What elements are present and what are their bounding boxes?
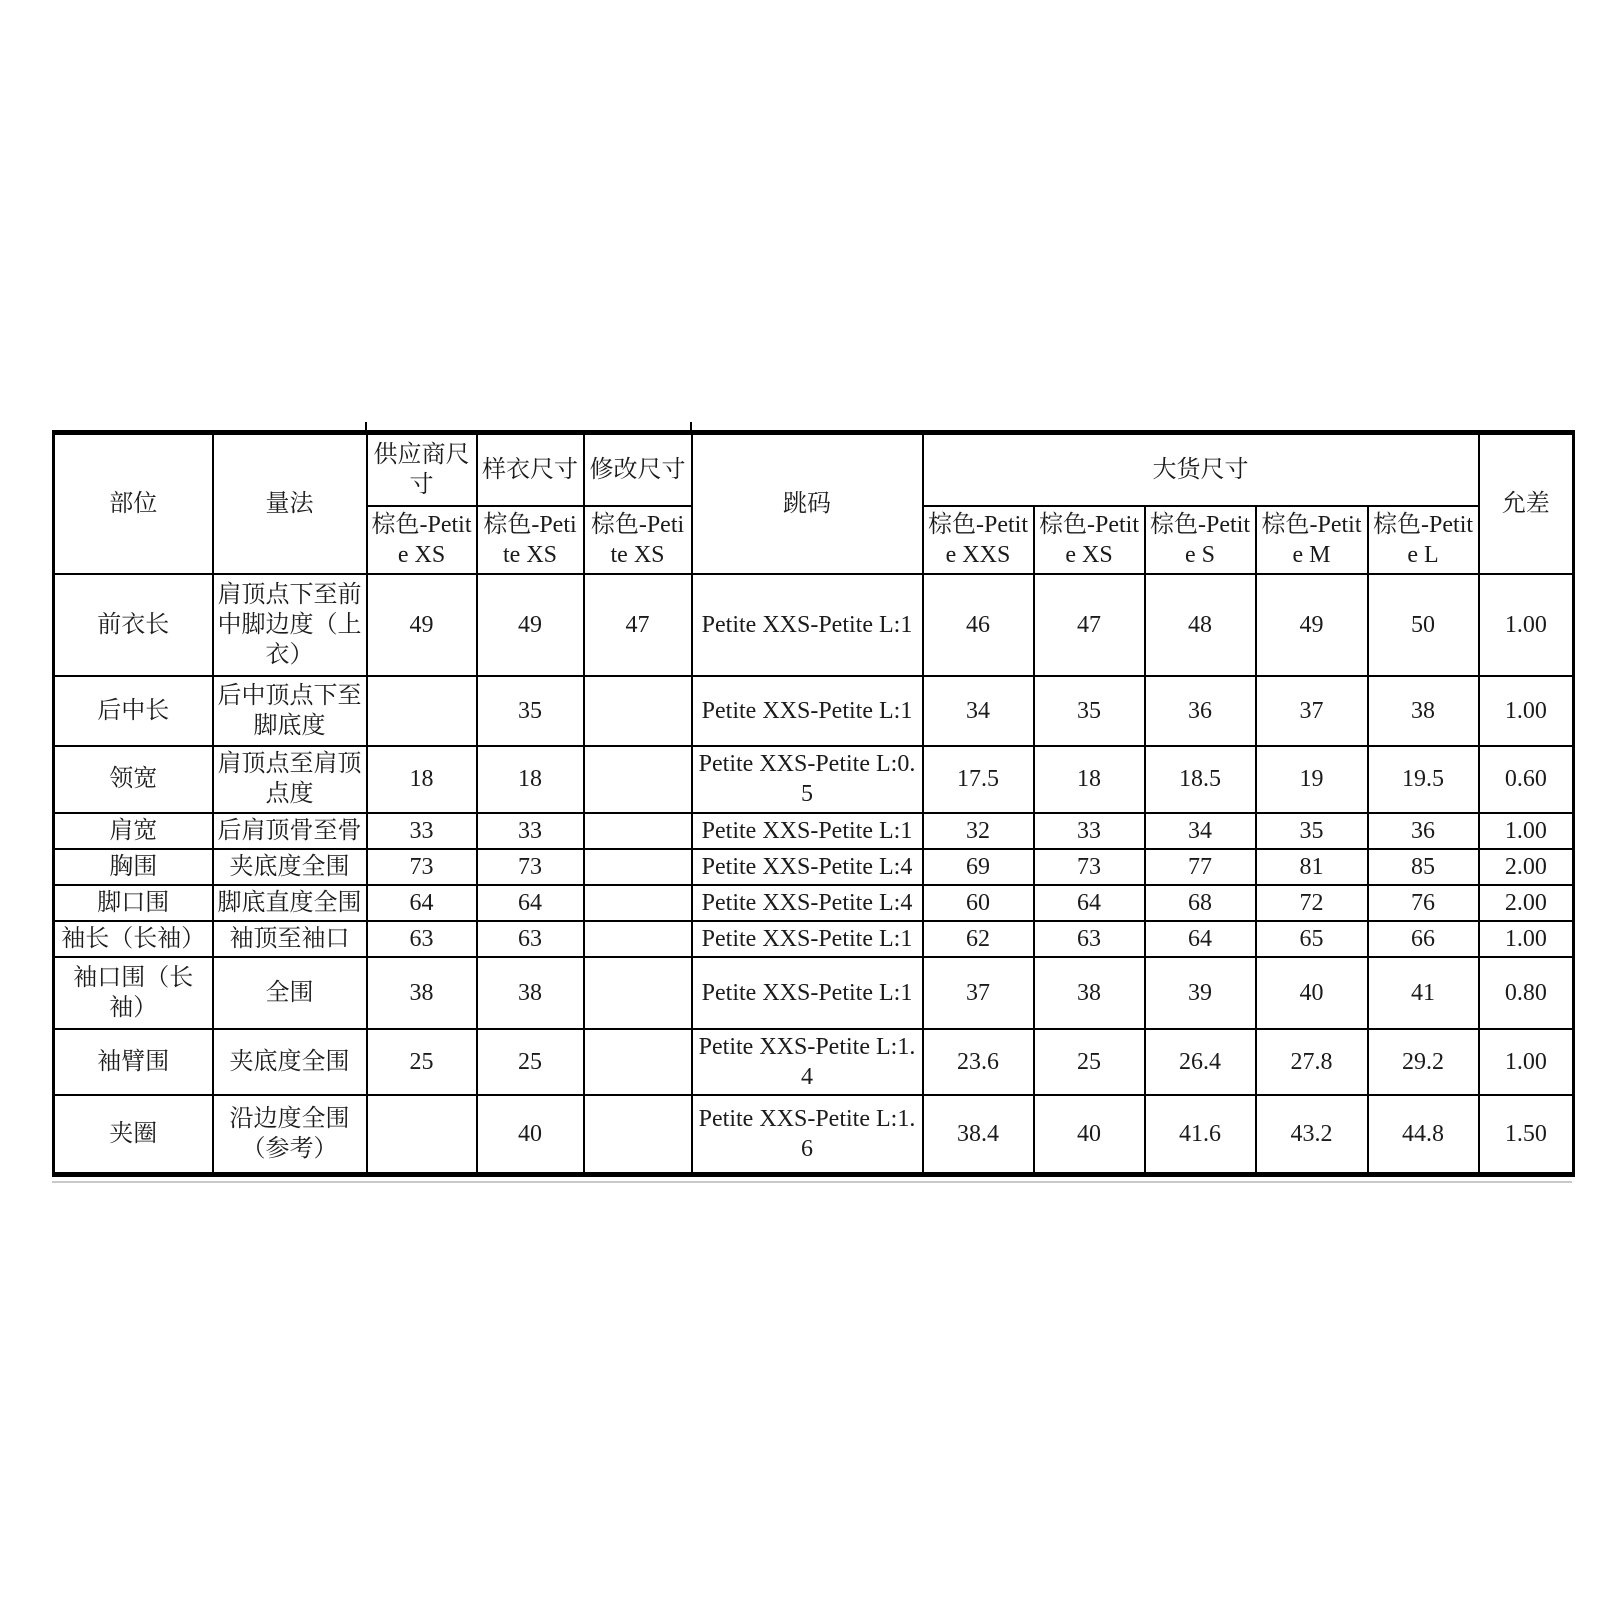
cell-bulk-xs: 40 [1034, 1095, 1145, 1175]
cell-sample-size: 63 [477, 921, 584, 957]
cell-modified-size [584, 746, 692, 813]
cell-part: 后中长 [54, 676, 213, 746]
cell-grading: Petite XXS-Petite L:0.5 [692, 746, 923, 813]
header-row-titles [54, 433, 1574, 506]
cell-bulk-m: 37 [1256, 676, 1368, 746]
table-row [54, 957, 1574, 1029]
cell-part: 脚口围 [54, 885, 213, 921]
cell-bulk-xxs: 38.4 [923, 1095, 1034, 1175]
cell-grading: Petite XXS-Petite L:1 [692, 813, 923, 849]
cell-tolerance: 2.00 [1479, 885, 1574, 921]
cell-bulk-xs: 33 [1034, 813, 1145, 849]
cell-sample-size: 33 [477, 813, 584, 849]
header-bulk-xs: 棕色-Petite XS [1034, 506, 1145, 574]
header-bulk-size: 大货尺寸 [923, 433, 1479, 506]
cell-part: 袖臂围 [54, 1029, 213, 1095]
cell-bulk-m: 49 [1256, 574, 1368, 676]
cell-bulk-xs: 63 [1034, 921, 1145, 957]
cell-bulk-xs: 47 [1034, 574, 1145, 676]
table-body [54, 574, 1574, 1175]
table-row [54, 849, 1574, 885]
cell-bulk-xxs: 37 [923, 957, 1034, 1029]
header-tolerance: 允差 [1479, 433, 1574, 574]
cell-grading: Petite XXS-Petite L:1 [692, 574, 923, 676]
cell-bulk-m: 81 [1256, 849, 1368, 885]
cell-method: 肩顶点下至前中脚边度（上衣） [213, 574, 367, 676]
cell-bulk-xxs: 46 [923, 574, 1034, 676]
cell-method: 夹底度全围 [213, 849, 367, 885]
cell-supplier-size: 18 [367, 746, 477, 813]
cell-modified-size [584, 676, 692, 746]
cell-bulk-l: 36 [1368, 813, 1479, 849]
cell-bulk-xs: 73 [1034, 849, 1145, 885]
cell-bulk-l: 50 [1368, 574, 1479, 676]
cell-supplier-size: 63 [367, 921, 477, 957]
cell-part: 胸围 [54, 849, 213, 885]
cell-tolerance: 0.80 [1479, 957, 1574, 1029]
cell-supplier-size [367, 1095, 477, 1175]
cell-tolerance: 1.00 [1479, 1029, 1574, 1095]
table-row [54, 574, 1574, 676]
cell-bulk-xs: 64 [1034, 885, 1145, 921]
table-row [54, 885, 1574, 921]
cell-bulk-s: 64 [1145, 921, 1256, 957]
cell-modified-size: 47 [584, 574, 692, 676]
cell-bulk-s: 68 [1145, 885, 1256, 921]
cell-method: 沿边度全围（参考） [213, 1095, 367, 1175]
table-row [54, 746, 1574, 813]
cell-part: 袖长（长袖） [54, 921, 213, 957]
scan-border-tick [365, 422, 367, 430]
cell-bulk-l: 66 [1368, 921, 1479, 957]
cell-bulk-l: 85 [1368, 849, 1479, 885]
header-sample-size: 样衣尺寸 [477, 433, 584, 506]
header-sample-colorway: 棕色-Petite XS [477, 506, 584, 574]
table-header [54, 433, 1574, 574]
cell-grading: Petite XXS-Petite L:1 [692, 957, 923, 1029]
cell-method: 肩顶点至肩顶点度 [213, 746, 367, 813]
cell-bulk-s: 26.4 [1145, 1029, 1256, 1095]
cell-bulk-xxs: 17.5 [923, 746, 1034, 813]
header-supplier-colorway: 棕色-Petite XS [367, 506, 477, 574]
cell-bulk-l: 44.8 [1368, 1095, 1479, 1175]
cell-part: 夹圈 [54, 1095, 213, 1175]
table-row [54, 813, 1574, 849]
cell-sample-size: 25 [477, 1029, 584, 1095]
cell-tolerance: 1.00 [1479, 813, 1574, 849]
header-bulk-xxs: 棕色-Petite XXS [923, 506, 1034, 574]
cell-bulk-s: 48 [1145, 574, 1256, 676]
cell-method: 后肩顶骨至骨 [213, 813, 367, 849]
header-bulk-s: 棕色-Petite S [1145, 506, 1256, 574]
cell-supplier-size: 64 [367, 885, 477, 921]
cell-tolerance: 1.00 [1479, 921, 1574, 957]
scan-border-tick [690, 422, 692, 430]
cell-bulk-l: 41 [1368, 957, 1479, 1029]
cell-bulk-m: 40 [1256, 957, 1368, 1029]
cell-bulk-xxs: 23.6 [923, 1029, 1034, 1095]
table-row [54, 1029, 1574, 1095]
header-modified-size: 修改尺寸 [584, 433, 692, 506]
header-grading: 跳码 [692, 433, 923, 574]
cell-tolerance: 1.00 [1479, 574, 1574, 676]
cell-bulk-l: 29.2 [1368, 1029, 1479, 1095]
cell-tolerance: 1.50 [1479, 1095, 1574, 1175]
cell-bulk-xxs: 32 [923, 813, 1034, 849]
header-bulk-m: 棕色-Petite M [1256, 506, 1368, 574]
cell-method: 夹底度全围 [213, 1029, 367, 1095]
cell-grading: Petite XXS-Petite L:1 [692, 676, 923, 746]
header-modified-colorway: 棕色-Petite XS [584, 506, 692, 574]
cell-bulk-m: 19 [1256, 746, 1368, 813]
header-bulk-l: 棕色-Petite L [1368, 506, 1479, 574]
cell-part: 领宽 [54, 746, 213, 813]
cell-grading: Petite XXS-Petite L:4 [692, 885, 923, 921]
cell-supplier-size: 33 [367, 813, 477, 849]
cell-supplier-size [367, 676, 477, 746]
header-supplier-size: 供应商尺寸 [367, 433, 477, 506]
cell-modified-size [584, 957, 692, 1029]
cell-tolerance: 1.00 [1479, 676, 1574, 746]
cell-sample-size: 73 [477, 849, 584, 885]
cell-sample-size: 64 [477, 885, 584, 921]
cell-part: 肩宽 [54, 813, 213, 849]
cell-tolerance: 2.00 [1479, 849, 1574, 885]
cell-bulk-m: 27.8 [1256, 1029, 1368, 1095]
cell-sample-size: 40 [477, 1095, 584, 1175]
cell-part: 前衣长 [54, 574, 213, 676]
cell-bulk-xs: 35 [1034, 676, 1145, 746]
cell-bulk-s: 77 [1145, 849, 1256, 885]
cell-bulk-m: 72 [1256, 885, 1368, 921]
cell-bulk-m: 35 [1256, 813, 1368, 849]
cell-modified-size [584, 813, 692, 849]
cell-part: 袖口围（长袖） [54, 957, 213, 1029]
cell-bulk-xxs: 62 [923, 921, 1034, 957]
cell-supplier-size: 25 [367, 1029, 477, 1095]
cell-supplier-size: 38 [367, 957, 477, 1029]
cell-bulk-l: 76 [1368, 885, 1479, 921]
cell-bulk-s: 36 [1145, 676, 1256, 746]
size-spec-table [52, 430, 1575, 1177]
cell-bulk-xs: 18 [1034, 746, 1145, 813]
cell-modified-size [584, 1029, 692, 1095]
cell-modified-size [584, 1095, 692, 1175]
cell-bulk-xxs: 69 [923, 849, 1034, 885]
cell-modified-size [584, 885, 692, 921]
header-part: 部位 [54, 433, 213, 574]
cell-grading: Petite XXS-Petite L:1 [692, 921, 923, 957]
cell-bulk-s: 39 [1145, 957, 1256, 1029]
cell-bulk-xs: 38 [1034, 957, 1145, 1029]
cell-bulk-xs: 25 [1034, 1029, 1145, 1095]
cell-grading: Petite XXS-Petite L:1.4 [692, 1029, 923, 1095]
cell-bulk-l: 19.5 [1368, 746, 1479, 813]
cell-modified-size [584, 849, 692, 885]
cell-bulk-xxs: 34 [923, 676, 1034, 746]
cell-method: 全围 [213, 957, 367, 1029]
cell-bulk-xxs: 60 [923, 885, 1034, 921]
cell-bulk-m: 65 [1256, 921, 1368, 957]
cell-bulk-l: 38 [1368, 676, 1479, 746]
cell-supplier-size: 73 [367, 849, 477, 885]
cell-sample-size: 49 [477, 574, 584, 676]
cell-sample-size: 18 [477, 746, 584, 813]
cell-method: 袖顶至袖口 [213, 921, 367, 957]
cell-method: 后中顶点下至脚底度 [213, 676, 367, 746]
cell-modified-size [584, 921, 692, 957]
cell-bulk-s: 34 [1145, 813, 1256, 849]
cell-grading: Petite XXS-Petite L:1.6 [692, 1095, 923, 1175]
cell-method: 脚底直度全围 [213, 885, 367, 921]
cell-tolerance: 0.60 [1479, 746, 1574, 813]
cell-grading: Petite XXS-Petite L:4 [692, 849, 923, 885]
cell-supplier-size: 49 [367, 574, 477, 676]
cell-bulk-m: 43.2 [1256, 1095, 1368, 1175]
table-row [54, 676, 1574, 746]
header-method: 量法 [213, 433, 367, 574]
cell-bulk-s: 41.6 [1145, 1095, 1256, 1175]
table-row [54, 921, 1574, 957]
cell-bulk-s: 18.5 [1145, 746, 1256, 813]
scan-shadow-line [52, 1181, 1572, 1183]
cell-sample-size: 38 [477, 957, 584, 1029]
size-spec-sheet [52, 430, 1572, 1183]
table-row [54, 1095, 1574, 1175]
cell-sample-size: 35 [477, 676, 584, 746]
